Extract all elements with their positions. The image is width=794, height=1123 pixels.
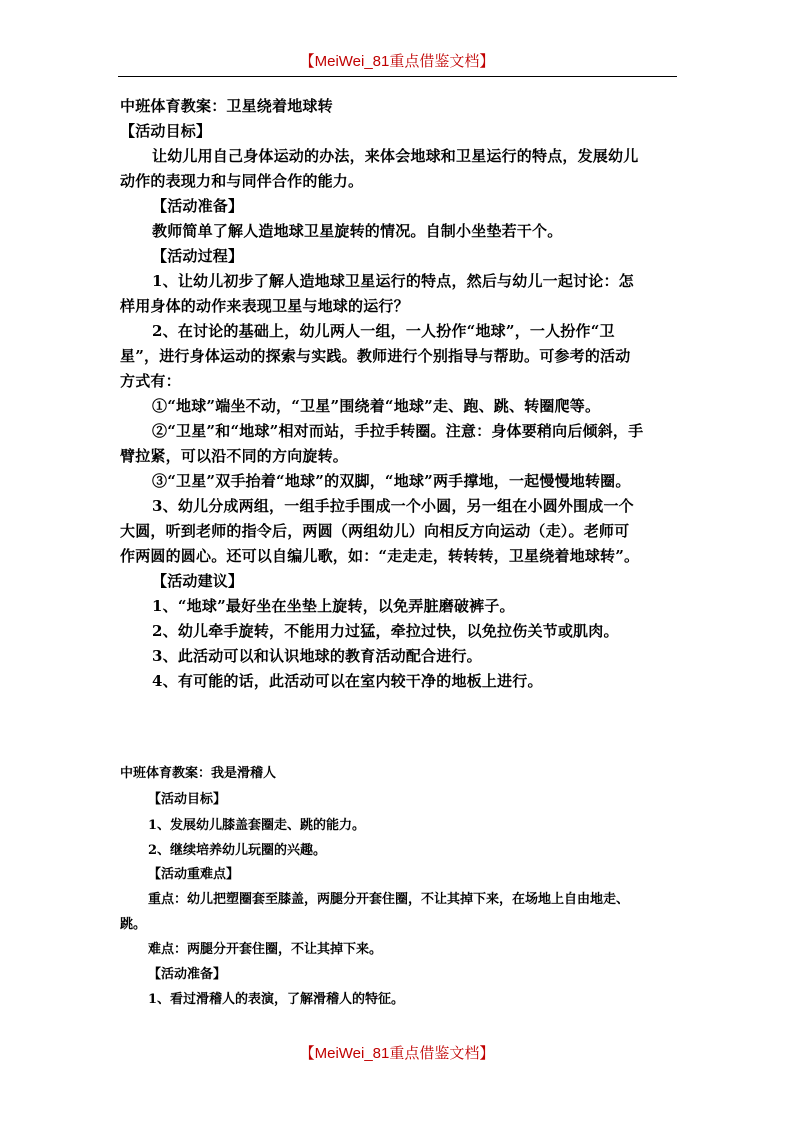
section2-heading-prep: 【活动准备】 [148,967,227,982]
section1-process-step3-cont: 大圆，听到老师的指令后，两圆（两组幼儿）向相反方向运动（走）。老师可 [120,522,630,540]
section1-process-step3: 3、幼儿分成两组，一组手拉手围成一个小圆，另一组在小圆外围成一个 [152,497,634,515]
section1-goals-text-cont: 动作的表现力和与同伴合作的能力。 [120,172,364,190]
section1-process-step2-cont: 星”，进行身体运动的探索与实践。教师进行个别指导与帮助。可参考的活动 [120,347,631,365]
header-divider [118,76,677,77]
section1-method2-cont: 臂拉紧，可以沿不同的方向旋转。 [120,447,349,465]
section1-process-step2-cont2: 方式有： [120,372,181,390]
section1-advice4: 4、有可能的话，此活动可以在室内较干净的地板上进行。 [152,672,543,690]
section2-prep1: 1、看过滑稽人的表演，了解滑稽人的特征。 [148,992,405,1007]
section1-method2: ②“卫星”和“地球”相对而站，手拉手转圈。注意：身体要稍向后倾斜，手 [152,422,644,440]
section2-title: 中班体育教案：我是滑稽人 [120,766,277,781]
section1-process-step1: 1、让幼儿初步了解人造地球卫星运行的特点，然后与幼儿一起讨论：怎 [152,272,634,290]
section1-heading-goals: 【活动目标】 [120,122,212,140]
section2-goal2: 2、继续培养幼儿玩圈的兴趣。 [148,843,327,858]
section1-process-step1-cont: 样用身体的动作来表现卫星与地球的运行？ [120,297,409,315]
section1-heading-process: 【活动过程】 [152,247,244,265]
section1-advice1: 1、“地球”最好坐在坐垫上旋转，以免弄脏磨破裤子。 [152,597,515,615]
section2-heading-keypoints: 【活动重难点】 [148,867,240,882]
section2-heading-goals: 【活动目标】 [148,792,227,807]
section1-goals-text: 让幼儿用自己身体运动的办法，来体会地球和卫星运行的特点，发展幼儿 [152,147,639,165]
section2-difficulty: 难点：两腿分开套住圈，不让其掉下来。 [148,942,383,957]
section1-method3: ③“卫星”双手抬着“地球”的双脚，“地球”两手撑地，一起慢慢地转圈。 [152,472,631,490]
section1-title: 中班体育教案：卫星绕着地球转 [120,97,333,115]
page-header: 【MeiWei_81重点借鉴文档】 [299,53,495,70]
section1-process-step2: 2、在讨论的基础上，幼儿两人一组，一人扮作“地球”，一人扮作“卫 [152,322,615,340]
section1-heading-advice: 【活动建议】 [152,572,244,590]
section2-goal1: 1、发展幼儿膝盖套圈走、跳的能力。 [148,818,366,833]
section1-process-step3-cont2: 作两圆的圆心。还可以自编儿歌，如：“走走走，转转转，卫星绕着地球转”。 [120,547,640,565]
section1-method1: ①“地球”端坐不动，“卫星”围绕着“地球”走、跑、跳、转圈爬等。 [152,397,601,415]
page-footer: 【MeiWei_81重点借鉴文档】 [299,1045,495,1062]
section2-keypoint: 重点：幼儿把塑圈套至膝盖，两腿分开套住圈，不让其掉下来，在场地上自由地走、 [148,892,630,907]
section1-prep-text: 教师简单了解人造地球卫星旋转的情况。自制小坐垫若干个。 [152,222,563,240]
section1-advice3: 3、此活动可以和认识地球的教育活动配合进行。 [152,647,482,665]
section2-keypoint-cont: 跳。 [120,917,147,932]
section1-heading-prep: 【活动准备】 [152,197,244,215]
section1-advice2: 2、幼儿牵手旋转，不能用力过猛，牵拉过快，以免拉伤关节或肌肉。 [152,622,619,640]
